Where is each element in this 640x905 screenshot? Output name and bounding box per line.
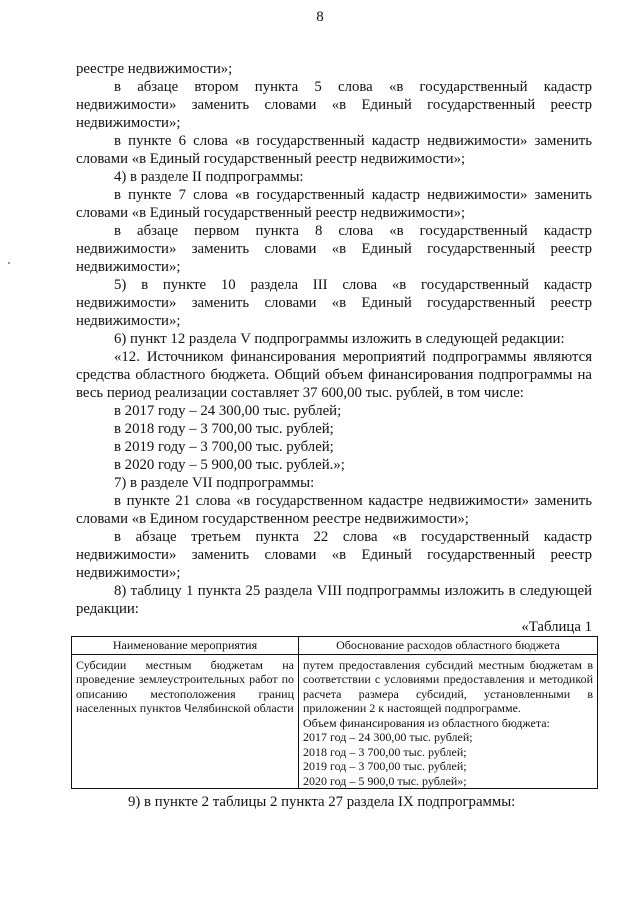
table-header-row [72,637,598,655]
paragraph: «12. Источником финансирования мероприятий подпрограммы являются средства областного бюджета. Общий объем финансирования подпрограммы на весь период реализации составляет 37 600,00 тыс. рублей, в том числе: [76,349,592,401]
cell-line: 2018 год – 3 700,00 тыс. рублей; [303,744,467,759]
paragraph: 4) в разделе II подпрограммы: [114,169,304,185]
paragraph: в пункте 6 слова «в государственный кадастр недвижимости» заменить словами «в Единый государственный реестр недвижимости»; [76,133,592,167]
paragraph: в 2017 году – 24 300,00 тыс. рублей; [114,403,342,419]
margin-mark [8,262,10,264]
paragraph: 7) в разделе VII подпрограммы: [114,475,315,491]
document-body [76,60,592,811]
paragraph: в 2019 году – 3 700,00 тыс. рублей; [114,439,334,455]
table-cell-justification [299,654,598,789]
table-row [72,654,598,789]
paragraph: в абзаце третьем пункта 22 слова «в государственный кадастр недвижимости» заменить словами «в Единый государственный реестр недвижимости»; [76,529,592,581]
paragraph: реестре недвижимости»; [76,61,233,77]
paragraph: в абзаце первом пункта 8 слова «в государственный кадастр недвижимости» заменить словами «в Единый государственный реестр недвижимости»; [76,223,592,275]
table-caption: «Таблица 1 [521,619,592,635]
paragraph: в пункте 21 слова «в государственном кадастре недвижимости» заменить словами «в Едином государственном реестре недвижимости»; [76,493,592,527]
paragraph: 5) в пункте 10 раздела III слова «в государственный кадастр недвижимости» заменить словами «в Единый государственный реестр недвижимости»; [76,277,592,329]
cell-line: Объем финансирования из областного бюджета: [303,715,550,730]
paragraph: 9) в пункте 2 таблицы 2 пункта 27 раздела IX подпрограммы: [128,794,516,810]
cell-line: путем предоставления субсидий местным бюджетам в соответствии с условиями предоставления и методикой расчета размера субсидий, установленными в приложении 2 к настоящей подпрограмме. [303,657,593,715]
table-header: Обоснование расходов областного бюджета [299,637,598,655]
expense-table [71,636,598,789]
cell-line: 2017 год – 24 300,00 тыс. рублей; [303,730,473,744]
paragraph: в 2018 году – 3 700,00 тыс. рублей; [114,421,334,437]
cell-line: 2020 год – 5 900,0 тыс. рублей»; [303,773,467,788]
paragraph: 8) таблицу 1 пункта 25 раздела VIII подпрограммы изложить в следующей редакции: [76,583,592,617]
paragraph: в абзаце втором пункта 5 слова «в государственный кадастр недвижимости» заменить словами «в Единый государственный реестр недвижимости»; [76,79,592,131]
table-cell-activity: Субсидии местным бюджетам на проведение землеустроительных работ по описанию местоположения границ населенных пунктов Челябинской области [72,654,299,789]
paragraph: в пункте 7 слова «в государственный кадастр недвижимости» заменить словами «в Единый государственный реестр недвижимости»; [76,187,592,221]
paragraph: в 2020 году – 5 900,00 тыс. рублей.»; [114,457,345,473]
paragraph: 6) пункт 12 раздела V подпрограммы изложить в следующей редакции: [114,331,565,347]
page-number: 8 [316,9,324,25]
cell-line: 2019 год – 3 700,00 тыс. рублей; [303,759,467,773]
table-header: Наименование мероприятия [72,637,299,655]
